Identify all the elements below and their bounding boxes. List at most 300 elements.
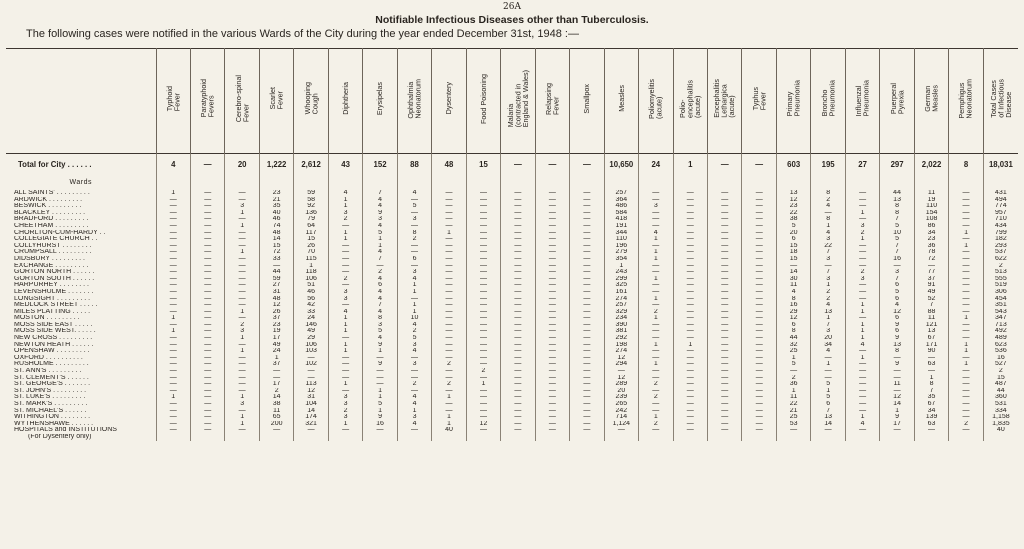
table-cell: — bbox=[742, 210, 776, 217]
table-cell: — bbox=[328, 282, 362, 289]
total-cell: — bbox=[742, 154, 776, 177]
table-cell: — bbox=[570, 216, 604, 223]
table-cell: 1,124 bbox=[604, 421, 638, 428]
table-cell: — bbox=[501, 335, 535, 342]
table-cell: — bbox=[397, 296, 431, 303]
table-cell: 6 bbox=[880, 282, 914, 289]
column-header bbox=[639, 49, 673, 154]
table-cell: — bbox=[604, 368, 638, 375]
table-cell: — bbox=[742, 361, 776, 368]
table-cell: — bbox=[673, 408, 707, 415]
column-header-label: Poliomyelitis (acute) bbox=[647, 78, 664, 119]
table-cell: — bbox=[708, 375, 742, 382]
table-cell: 78 bbox=[914, 249, 948, 256]
table-cell: 14 bbox=[294, 408, 328, 415]
table-cell: — bbox=[501, 368, 535, 375]
table-cell: — bbox=[397, 243, 431, 250]
table-cell: — bbox=[742, 289, 776, 296]
ward-name: MOSTON . . . . . . . . . bbox=[14, 315, 80, 322]
table-cell: — bbox=[466, 190, 500, 197]
table-cell: 49 bbox=[294, 328, 328, 335]
ward-name: NEWTON HEATH . . . . . . bbox=[14, 341, 94, 348]
table-cell: — bbox=[673, 427, 707, 434]
table-cell: 1 bbox=[397, 309, 431, 316]
blank-cell bbox=[363, 176, 397, 190]
table-cell: 1 bbox=[328, 197, 362, 204]
ward-name: HARPURHEY . . . . . . . . bbox=[14, 282, 89, 289]
table-cell: — bbox=[811, 368, 845, 375]
table-cell: — bbox=[225, 388, 259, 395]
table-cell: 1 bbox=[811, 361, 845, 368]
table-cell: — bbox=[535, 361, 569, 368]
table-cell: 34 bbox=[811, 342, 845, 349]
table-cell: — bbox=[914, 427, 948, 434]
table-cell: — bbox=[294, 375, 328, 382]
table-cell: 13 bbox=[880, 197, 914, 204]
table-cell: — bbox=[466, 289, 500, 296]
total-cell: 1 bbox=[673, 154, 707, 177]
total-cell: 10,650 bbox=[604, 154, 638, 177]
table-row bbox=[6, 414, 1018, 421]
table-cell: — bbox=[708, 368, 742, 375]
table-cell: — bbox=[880, 427, 914, 434]
table-row bbox=[6, 322, 1018, 329]
table-cell: 334 bbox=[983, 408, 1018, 415]
table-cell: — bbox=[742, 263, 776, 270]
total-cell: 15 bbox=[466, 154, 500, 177]
table-cell: 198 bbox=[604, 342, 638, 349]
table-cell: 1 bbox=[811, 315, 845, 322]
table-cell: — bbox=[432, 368, 466, 375]
table-cell bbox=[397, 434, 431, 441]
table-cell: — bbox=[949, 216, 983, 223]
table-cell: 3 bbox=[397, 414, 431, 421]
table-row bbox=[6, 315, 1018, 322]
table-cell: 7 bbox=[914, 302, 948, 309]
table-cell: — bbox=[432, 210, 466, 217]
table-cell: — bbox=[570, 256, 604, 263]
column-header bbox=[294, 49, 328, 154]
table-cell: 489 bbox=[983, 335, 1018, 342]
table-cell: — bbox=[639, 282, 673, 289]
table-cell: 12 bbox=[259, 302, 293, 309]
table-cell: — bbox=[708, 388, 742, 395]
table-cell: 19 bbox=[259, 328, 293, 335]
blank-cell bbox=[983, 176, 1018, 190]
table-cell: 34 bbox=[914, 230, 948, 237]
table-cell: — bbox=[742, 236, 776, 243]
table-cell: 5 bbox=[776, 223, 810, 230]
table-cell: — bbox=[535, 276, 569, 283]
table-cell: — bbox=[570, 388, 604, 395]
table-cell: 1 bbox=[397, 302, 431, 309]
table-cell: — bbox=[949, 401, 983, 408]
table-cell: — bbox=[156, 401, 190, 408]
table-cell: 139 bbox=[914, 414, 948, 421]
column-header bbox=[880, 49, 914, 154]
table-cell: 63 bbox=[914, 361, 948, 368]
table-cell: 53 bbox=[776, 421, 810, 428]
table-cell: 1 bbox=[639, 361, 673, 368]
table-cell: — bbox=[225, 243, 259, 250]
table-cell: 4 bbox=[397, 322, 431, 329]
table-cell: — bbox=[742, 223, 776, 230]
table-cell: — bbox=[639, 269, 673, 276]
table-row bbox=[6, 276, 1018, 283]
table-cell: — bbox=[190, 190, 224, 197]
table-cell: — bbox=[156, 256, 190, 263]
column-header bbox=[570, 49, 604, 154]
table-cell: 12 bbox=[880, 309, 914, 316]
table-cell: — bbox=[190, 328, 224, 335]
table-cell: — bbox=[535, 256, 569, 263]
table-cell: 279 bbox=[604, 249, 638, 256]
table-cell: — bbox=[708, 230, 742, 237]
column-header bbox=[156, 49, 190, 154]
column-header bbox=[673, 49, 707, 154]
total-cell: 195 bbox=[811, 154, 845, 177]
table-cell: 59 bbox=[259, 276, 293, 283]
table-cell: — bbox=[190, 368, 224, 375]
blank-cell bbox=[880, 176, 914, 190]
table-cell: — bbox=[190, 322, 224, 329]
table-cell: — bbox=[845, 401, 879, 408]
blank-cell bbox=[466, 176, 500, 190]
table-cell: — bbox=[190, 296, 224, 303]
table-cell: 242 bbox=[604, 408, 638, 415]
table-cell: 121 bbox=[914, 322, 948, 329]
table-cell: — bbox=[190, 414, 224, 421]
total-cell: 2,022 bbox=[914, 154, 948, 177]
table-cell: 622 bbox=[983, 256, 1018, 263]
table-cell: 3 bbox=[363, 216, 397, 223]
ward-name: COLLEGIATE CHURCH . . bbox=[14, 236, 98, 243]
table-cell: — bbox=[501, 203, 535, 210]
table-cell: 713 bbox=[983, 322, 1018, 329]
table-cell: 72 bbox=[914, 256, 948, 263]
table-cell: 16 bbox=[983, 355, 1018, 362]
table-cell: — bbox=[673, 361, 707, 368]
table-cell: — bbox=[639, 328, 673, 335]
table-cell: — bbox=[466, 230, 500, 237]
table-cell: 12 bbox=[880, 394, 914, 401]
table-cell bbox=[363, 434, 397, 441]
ward-name: GORTON SOUTH . . . . . . bbox=[14, 275, 95, 282]
table-cell: 2 bbox=[639, 381, 673, 388]
table-cell: — bbox=[949, 296, 983, 303]
table-cell bbox=[983, 434, 1018, 441]
table-cell: 63 bbox=[914, 421, 948, 428]
table-cell: — bbox=[466, 355, 500, 362]
table-cell: — bbox=[535, 289, 569, 296]
table-cell: — bbox=[742, 401, 776, 408]
table-cell: 537 bbox=[983, 249, 1018, 256]
table-cell: 49 bbox=[914, 289, 948, 296]
table-cell: 1 bbox=[949, 315, 983, 322]
column-header-label: Food Poisoning bbox=[478, 73, 488, 124]
table-cell: 14 bbox=[811, 421, 845, 428]
column-header bbox=[397, 49, 431, 154]
table-cell: 1 bbox=[156, 394, 190, 401]
ward-name: ST. MARK'S . . . . . . . . . bbox=[14, 401, 88, 407]
table-cell: — bbox=[708, 263, 742, 270]
table-cell: 24 bbox=[294, 315, 328, 322]
table-cell: 1 bbox=[328, 230, 362, 237]
table-cell: — bbox=[811, 427, 845, 434]
table-cell: 3 bbox=[811, 256, 845, 263]
table-cell: — bbox=[570, 361, 604, 368]
table-cell: — bbox=[501, 361, 535, 368]
table-cell: — bbox=[570, 210, 604, 217]
table-cell: — bbox=[501, 223, 535, 230]
table-cell: — bbox=[673, 335, 707, 342]
blank-cell bbox=[328, 176, 362, 190]
table-cell: — bbox=[570, 289, 604, 296]
table-cell: 9 bbox=[880, 361, 914, 368]
table-cell: — bbox=[501, 401, 535, 408]
table-cell: 48 bbox=[259, 230, 293, 237]
table-cell: — bbox=[501, 375, 535, 382]
table-cell: 1 bbox=[432, 414, 466, 421]
table-cell: 5 bbox=[363, 328, 397, 335]
table-cell: — bbox=[156, 335, 190, 342]
table-cell: 22 bbox=[776, 401, 810, 408]
table-cell: 3 bbox=[397, 342, 431, 349]
table-cell: 519 bbox=[983, 282, 1018, 289]
table-cell: 8 bbox=[880, 348, 914, 355]
table-cell: 1 bbox=[639, 256, 673, 263]
table-cell: — bbox=[225, 355, 259, 362]
table-cell: 1 bbox=[639, 414, 673, 421]
table-cell: 1 bbox=[225, 309, 259, 316]
table-cell: — bbox=[501, 243, 535, 250]
table-cell: — bbox=[432, 375, 466, 382]
table-cell: — bbox=[501, 381, 535, 388]
table-cell: — bbox=[190, 408, 224, 415]
table-cell: — bbox=[156, 249, 190, 256]
table-cell: — bbox=[708, 216, 742, 223]
table-cell: 7 bbox=[811, 269, 845, 276]
table-row bbox=[6, 197, 1018, 204]
table-cell: — bbox=[742, 394, 776, 401]
table-cell: — bbox=[708, 256, 742, 263]
table-cell: — bbox=[190, 315, 224, 322]
table-cell: 351 bbox=[983, 302, 1018, 309]
table-cell: — bbox=[432, 342, 466, 349]
table-cell: — bbox=[639, 401, 673, 408]
table-cell: — bbox=[501, 315, 535, 322]
table-cell: 44 bbox=[880, 190, 914, 197]
table-cell: 1 bbox=[328, 322, 362, 329]
table-cell: — bbox=[949, 381, 983, 388]
table-cell: — bbox=[535, 368, 569, 375]
total-label: Total for City . . . . . . bbox=[18, 160, 92, 169]
table-cell: 1 bbox=[845, 414, 879, 421]
blank-cell bbox=[294, 176, 328, 190]
table-cell bbox=[639, 434, 673, 441]
table-cell: — bbox=[949, 263, 983, 270]
column-header-label: Dysentery bbox=[444, 82, 454, 115]
table-cell: 196 bbox=[604, 243, 638, 250]
table-cell: — bbox=[673, 368, 707, 375]
table-cell: — bbox=[294, 355, 328, 362]
table-cell: — bbox=[880, 375, 914, 382]
table-row bbox=[6, 328, 1018, 335]
table-cell: — bbox=[501, 427, 535, 434]
table-cell: 4 bbox=[397, 190, 431, 197]
table-cell: — bbox=[639, 302, 673, 309]
table-cell: 40 bbox=[259, 210, 293, 217]
table-cell: 12 bbox=[604, 355, 638, 362]
table-cell: — bbox=[190, 381, 224, 388]
table-cell: — bbox=[570, 375, 604, 382]
table-cell: — bbox=[190, 309, 224, 316]
table-cell: — bbox=[466, 210, 500, 217]
table-cell: 13 bbox=[776, 190, 810, 197]
table-cell: 3 bbox=[328, 210, 362, 217]
table-cell: — bbox=[397, 263, 431, 270]
table-cell: — bbox=[466, 335, 500, 342]
table-cell: — bbox=[501, 263, 535, 270]
table-cell: — bbox=[949, 408, 983, 415]
table-cell: 70 bbox=[294, 249, 328, 256]
table-cell: 1 bbox=[673, 342, 707, 349]
table-cell: — bbox=[639, 223, 673, 230]
table-cell: 4 bbox=[776, 289, 810, 296]
table-cell: 8 bbox=[811, 216, 845, 223]
table-cell: — bbox=[708, 427, 742, 434]
table-cell: 34 bbox=[914, 408, 948, 415]
table-cell: 1 bbox=[776, 388, 810, 395]
table-cell: — bbox=[535, 381, 569, 388]
table-cell: — bbox=[190, 256, 224, 263]
table-cell: — bbox=[708, 269, 742, 276]
table-cell: 2 bbox=[432, 381, 466, 388]
total-cell: 2,612 bbox=[294, 154, 328, 177]
table-cell bbox=[845, 434, 879, 441]
table-cell: — bbox=[845, 368, 879, 375]
table-cell: 434 bbox=[983, 223, 1018, 230]
table-cell: — bbox=[673, 421, 707, 428]
column-header-label: German Measles bbox=[922, 85, 940, 112]
table-cell: 2 bbox=[397, 381, 431, 388]
table-cell: 257 bbox=[604, 190, 638, 197]
table-cell: 2 bbox=[949, 421, 983, 428]
total-row bbox=[6, 154, 1018, 177]
table-cell: 6 bbox=[880, 328, 914, 335]
table-cell: — bbox=[535, 230, 569, 237]
table-cell: 103 bbox=[294, 348, 328, 355]
table-cell: — bbox=[501, 388, 535, 395]
table-cell: 16 bbox=[880, 256, 914, 263]
table-cell: 3 bbox=[639, 203, 673, 210]
table-cell: — bbox=[639, 243, 673, 250]
table-cell: 48 bbox=[259, 296, 293, 303]
total-cell: 603 bbox=[776, 154, 810, 177]
table-cell: — bbox=[742, 368, 776, 375]
table-cell: 5 bbox=[880, 223, 914, 230]
table-cell: 11 bbox=[914, 190, 948, 197]
table-cell: — bbox=[708, 223, 742, 230]
table-cell: 154 bbox=[914, 210, 948, 217]
table-cell: — bbox=[639, 348, 673, 355]
table-row bbox=[6, 381, 1018, 388]
column-header bbox=[811, 49, 845, 154]
table-cell: 418 bbox=[604, 216, 638, 223]
table-cell: 431 bbox=[983, 190, 1018, 197]
table-cell: 9 bbox=[880, 322, 914, 329]
table-cell: — bbox=[742, 216, 776, 223]
table-cell: 2 bbox=[811, 197, 845, 204]
table-cell: — bbox=[190, 216, 224, 223]
total-cell: 8 bbox=[949, 154, 983, 177]
table-cell: 23 bbox=[259, 322, 293, 329]
table-cell: — bbox=[501, 421, 535, 428]
table-cell: — bbox=[432, 236, 466, 243]
table-cell: — bbox=[949, 236, 983, 243]
table-cell: 38 bbox=[776, 216, 810, 223]
table-cell: — bbox=[535, 388, 569, 395]
table-cell: 110 bbox=[604, 236, 638, 243]
table-cell: 3 bbox=[225, 401, 259, 408]
table-cell: — bbox=[466, 309, 500, 316]
table-cell: — bbox=[328, 263, 362, 270]
table-cell: 44 bbox=[259, 269, 293, 276]
table-cell: 3 bbox=[845, 223, 879, 230]
table-cell bbox=[742, 434, 776, 441]
table-cell: 1 bbox=[156, 328, 190, 335]
column-header-label: Polio- encephalitis (acute) bbox=[677, 79, 703, 118]
corner-cell bbox=[6, 49, 156, 154]
table-cell: — bbox=[466, 348, 500, 355]
table-cell: — bbox=[432, 203, 466, 210]
table-cell: — bbox=[432, 269, 466, 276]
table-cell bbox=[225, 434, 259, 441]
table-cell: — bbox=[432, 302, 466, 309]
table-cell: — bbox=[742, 315, 776, 322]
table-cell: 11 bbox=[776, 282, 810, 289]
table-cell: 7 bbox=[914, 388, 948, 395]
table-cell: — bbox=[225, 190, 259, 197]
table-cell: — bbox=[708, 302, 742, 309]
column-header bbox=[501, 49, 535, 154]
table-cell: — bbox=[466, 223, 500, 230]
table-cell: 7 bbox=[363, 256, 397, 263]
table-cell: 1 bbox=[328, 381, 362, 388]
table-cell: 191 bbox=[604, 223, 638, 230]
total-cell: 1,222 bbox=[259, 154, 293, 177]
table-cell: — bbox=[639, 263, 673, 270]
table-cell bbox=[190, 434, 224, 441]
table-cell: 1 bbox=[259, 355, 293, 362]
table-cell: — bbox=[639, 427, 673, 434]
table-cell: — bbox=[845, 381, 879, 388]
table-cell: 364 bbox=[604, 197, 638, 204]
table-cell: 14 bbox=[259, 394, 293, 401]
table-cell: — bbox=[570, 394, 604, 401]
table-cell: 1 bbox=[845, 335, 879, 342]
table-cell: — bbox=[570, 203, 604, 210]
table-cell: — bbox=[570, 342, 604, 349]
table-cell: — bbox=[742, 381, 776, 388]
table-cell: 1 bbox=[225, 335, 259, 342]
table-cell: 4 bbox=[811, 348, 845, 355]
table-cell: — bbox=[949, 223, 983, 230]
table-cell: — bbox=[708, 249, 742, 256]
table-cell: — bbox=[328, 355, 362, 362]
table-cell: 1 bbox=[328, 421, 362, 428]
table-cell: 2 bbox=[845, 269, 879, 276]
